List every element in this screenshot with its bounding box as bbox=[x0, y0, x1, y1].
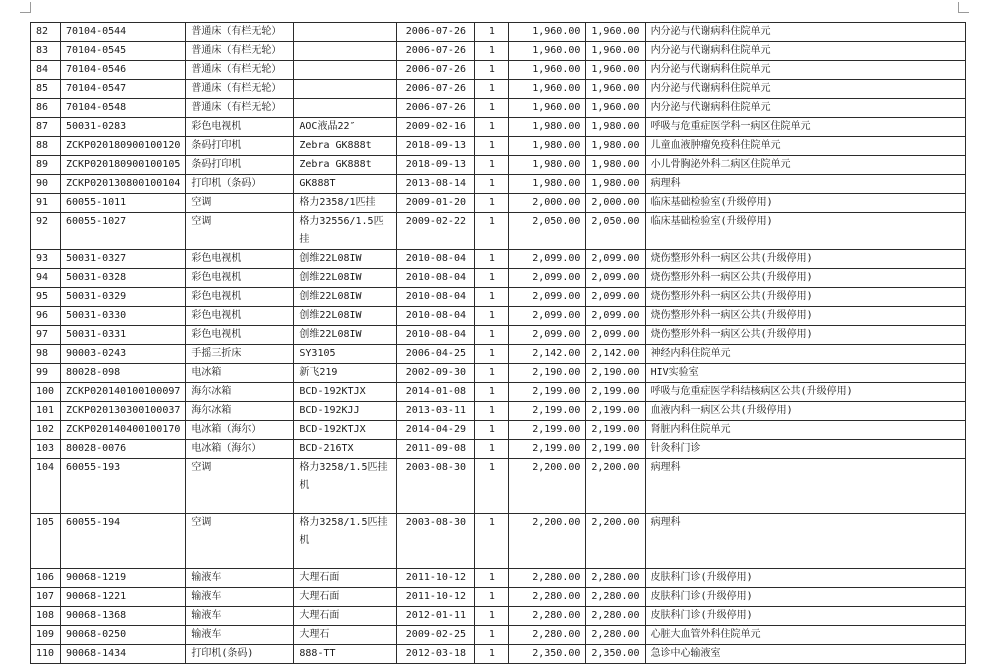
cell-code: 50031-0329 bbox=[61, 288, 186, 307]
cell-price: 1,960.00 bbox=[509, 61, 586, 80]
cell-dept: 皮肤科门诊(升级停用) bbox=[645, 588, 965, 607]
cell-code: ZCKP020140400100170 bbox=[61, 421, 186, 440]
cell-amount: 1,960.00 bbox=[586, 99, 645, 118]
cell-date: 2009-02-16 bbox=[397, 118, 475, 137]
asset-table bbox=[30, 22, 966, 664]
cell-name: 手摇三折床 bbox=[186, 345, 294, 364]
cell-qty: 1 bbox=[475, 645, 509, 664]
cell-qty: 1 bbox=[475, 626, 509, 645]
cell-model: 创维22L08IW bbox=[294, 326, 397, 345]
cell-no: 109 bbox=[31, 626, 61, 645]
cell-amount: 2,050.00 bbox=[586, 213, 645, 250]
cell-no: 92 bbox=[31, 213, 61, 250]
cell-date: 2003-08-30 bbox=[397, 514, 475, 569]
cell-dept: 内分泌与代谢病科住院单元 bbox=[645, 23, 965, 42]
cell-qty: 1 bbox=[475, 194, 509, 213]
cell-code: 60055-193 bbox=[61, 459, 186, 514]
cell-qty: 1 bbox=[475, 440, 509, 459]
table-row bbox=[31, 23, 966, 42]
cell-date: 2003-08-30 bbox=[397, 459, 475, 514]
cell-name: 电冰箱（海尔） bbox=[186, 421, 294, 440]
cell-code: 60055-1027 bbox=[61, 213, 186, 250]
cell-qty: 1 bbox=[475, 607, 509, 626]
cell-model: 格力3258/1.5匹挂机 bbox=[294, 514, 397, 569]
cell-code: 50031-0330 bbox=[61, 307, 186, 326]
cell-price: 2,280.00 bbox=[509, 626, 586, 645]
cell-name: 彩色电视机 bbox=[186, 118, 294, 137]
cell-qty: 1 bbox=[475, 118, 509, 137]
cell-name: 普通床（有栏无轮） bbox=[186, 80, 294, 99]
cell-date: 2010-08-04 bbox=[397, 307, 475, 326]
cell-model: Zebra GK888t bbox=[294, 137, 397, 156]
cell-code: ZCKP020180900100105 bbox=[61, 156, 186, 175]
table-row bbox=[31, 175, 966, 194]
cell-amount: 2,099.00 bbox=[586, 269, 645, 288]
table-row bbox=[31, 645, 966, 664]
cell-code: 90068-1434 bbox=[61, 645, 186, 664]
cell-qty: 1 bbox=[475, 364, 509, 383]
cell-name: 空调 bbox=[186, 194, 294, 213]
table-row bbox=[31, 440, 966, 459]
cell-name: 海尔冰箱 bbox=[186, 402, 294, 421]
cell-no: 108 bbox=[31, 607, 61, 626]
cell-code: ZCKP020130300100037 bbox=[61, 402, 186, 421]
cell-date: 2010-08-04 bbox=[397, 250, 475, 269]
cell-qty: 1 bbox=[475, 421, 509, 440]
cell-model bbox=[294, 23, 397, 42]
table-row bbox=[31, 588, 966, 607]
cell-code: 60055-1011 bbox=[61, 194, 186, 213]
table-body bbox=[31, 23, 966, 664]
cell-date: 2013-03-11 bbox=[397, 402, 475, 421]
cell-no: 84 bbox=[31, 61, 61, 80]
cell-no: 99 bbox=[31, 364, 61, 383]
cell-model: AOC液晶22″ bbox=[294, 118, 397, 137]
cell-amount: 1,960.00 bbox=[586, 80, 645, 99]
cell-no: 106 bbox=[31, 569, 61, 588]
cell-price: 2,200.00 bbox=[509, 459, 586, 514]
cell-no: 88 bbox=[31, 137, 61, 156]
cell-name: 输液车 bbox=[186, 626, 294, 645]
cell-dept: 神经内科住院单元 bbox=[645, 345, 965, 364]
cell-qty: 1 bbox=[475, 23, 509, 42]
cell-no: 104 bbox=[31, 459, 61, 514]
cell-date: 2018-09-13 bbox=[397, 156, 475, 175]
table-row bbox=[31, 383, 966, 402]
cell-dept: 内分泌与代谢病科住院单元 bbox=[645, 42, 965, 61]
cell-code: 90068-1368 bbox=[61, 607, 186, 626]
cell-name: 普通床（有栏无轮） bbox=[186, 23, 294, 42]
cell-qty: 1 bbox=[475, 307, 509, 326]
cell-dept: 皮肤科门诊(升级停用) bbox=[645, 607, 965, 626]
table-row bbox=[31, 118, 966, 137]
cell-amount: 2,280.00 bbox=[586, 588, 645, 607]
cell-dept: 血液内科一病区公共(升级停用) bbox=[645, 402, 965, 421]
cell-model: 新飞219 bbox=[294, 364, 397, 383]
cell-name: 彩色电视机 bbox=[186, 269, 294, 288]
cell-dept: 临床基础检验室(升级停用) bbox=[645, 194, 965, 213]
table-row bbox=[31, 459, 966, 514]
cell-model bbox=[294, 61, 397, 80]
cell-no: 107 bbox=[31, 588, 61, 607]
cell-dept: 内分泌与代谢病科住院单元 bbox=[645, 61, 965, 80]
cell-name: 普通床（有栏无轮） bbox=[186, 99, 294, 118]
cell-no: 86 bbox=[31, 99, 61, 118]
cell-date: 2006-04-25 bbox=[397, 345, 475, 364]
cell-name: 空调 bbox=[186, 514, 294, 569]
cell-price: 2,099.00 bbox=[509, 269, 586, 288]
cell-amount: 2,200.00 bbox=[586, 514, 645, 569]
cell-no: 100 bbox=[31, 383, 61, 402]
cell-code: ZCKP020180900100120 bbox=[61, 137, 186, 156]
cell-qty: 1 bbox=[475, 569, 509, 588]
table-row bbox=[31, 326, 966, 345]
cell-model: 创维22L08IW bbox=[294, 307, 397, 326]
table-row bbox=[31, 156, 966, 175]
cell-name: 彩色电视机 bbox=[186, 288, 294, 307]
cell-model: 888-TT bbox=[294, 645, 397, 664]
cell-model: 格力2358/1匹挂 bbox=[294, 194, 397, 213]
cell-dept: 呼吸与危重症医学科结核病区公共(升级停用) bbox=[645, 383, 965, 402]
cell-no: 96 bbox=[31, 307, 61, 326]
cell-no: 85 bbox=[31, 80, 61, 99]
cell-name: 打印机(条码) bbox=[186, 645, 294, 664]
cell-amount: 2,200.00 bbox=[586, 459, 645, 514]
cell-dept: 病理科 bbox=[645, 459, 965, 514]
table-row bbox=[31, 269, 966, 288]
cell-no: 103 bbox=[31, 440, 61, 459]
cell-qty: 1 bbox=[475, 269, 509, 288]
cell-price: 2,142.00 bbox=[509, 345, 586, 364]
cell-date: 2010-08-04 bbox=[397, 326, 475, 345]
cell-qty: 1 bbox=[475, 250, 509, 269]
cell-dept: HIV实验室 bbox=[645, 364, 965, 383]
cell-dept: 烧伤整形外科一病区公共(升级停用) bbox=[645, 307, 965, 326]
cell-model: SY3105 bbox=[294, 345, 397, 364]
cell-name: 电冰箱（海尔） bbox=[186, 440, 294, 459]
cell-no: 90 bbox=[31, 175, 61, 194]
cell-code: 90003-0243 bbox=[61, 345, 186, 364]
cell-price: 1,980.00 bbox=[509, 118, 586, 137]
cell-code: ZCKP020140100100097 bbox=[61, 383, 186, 402]
table-row bbox=[31, 364, 966, 383]
cell-name: 电冰箱 bbox=[186, 364, 294, 383]
table-row bbox=[31, 80, 966, 99]
cell-qty: 1 bbox=[475, 383, 509, 402]
cell-model bbox=[294, 80, 397, 99]
cell-name: 普通床（有栏无轮） bbox=[186, 42, 294, 61]
cell-no: 110 bbox=[31, 645, 61, 664]
table-row bbox=[31, 137, 966, 156]
table-row bbox=[31, 213, 966, 250]
table-row bbox=[31, 569, 966, 588]
cell-no: 98 bbox=[31, 345, 61, 364]
crop-mark-top-right bbox=[958, 2, 969, 13]
cell-no: 83 bbox=[31, 42, 61, 61]
table-row bbox=[31, 421, 966, 440]
cell-price: 2,350.00 bbox=[509, 645, 586, 664]
cell-no: 82 bbox=[31, 23, 61, 42]
cell-price: 2,200.00 bbox=[509, 514, 586, 569]
cell-qty: 1 bbox=[475, 288, 509, 307]
cell-code: 70104-0546 bbox=[61, 61, 186, 80]
cell-code: 70104-0548 bbox=[61, 99, 186, 118]
cell-code: 90068-1221 bbox=[61, 588, 186, 607]
cell-amount: 2,000.00 bbox=[586, 194, 645, 213]
cell-amount: 1,960.00 bbox=[586, 23, 645, 42]
cell-model: GK888T bbox=[294, 175, 397, 194]
cell-amount: 2,190.00 bbox=[586, 364, 645, 383]
cell-price: 2,000.00 bbox=[509, 194, 586, 213]
cell-qty: 1 bbox=[475, 175, 509, 194]
cell-qty: 1 bbox=[475, 61, 509, 80]
cell-date: 2006-07-26 bbox=[397, 42, 475, 61]
cell-name: 空调 bbox=[186, 213, 294, 250]
cell-dept: 皮肤科门诊(升级停用) bbox=[645, 569, 965, 588]
cell-dept: 烧伤整形外科一病区公共(升级停用) bbox=[645, 288, 965, 307]
cell-price: 1,980.00 bbox=[509, 156, 586, 175]
cell-amount: 2,099.00 bbox=[586, 288, 645, 307]
cell-no: 89 bbox=[31, 156, 61, 175]
cell-name: 海尔冰箱 bbox=[186, 383, 294, 402]
cell-model: BCD-216TX bbox=[294, 440, 397, 459]
table-row bbox=[31, 61, 966, 80]
cell-price: 2,280.00 bbox=[509, 569, 586, 588]
cell-amount: 1,980.00 bbox=[586, 118, 645, 137]
cell-no: 87 bbox=[31, 118, 61, 137]
cell-price: 1,980.00 bbox=[509, 137, 586, 156]
cell-amount: 2,199.00 bbox=[586, 440, 645, 459]
cell-model: 格力3258/1.5匹挂机 bbox=[294, 459, 397, 514]
cell-dept: 肾脏内科住院单元 bbox=[645, 421, 965, 440]
cell-dept: 内分泌与代谢病科住院单元 bbox=[645, 99, 965, 118]
cell-date: 2012-01-11 bbox=[397, 607, 475, 626]
cell-model: 大理石面 bbox=[294, 588, 397, 607]
cell-price: 1,960.00 bbox=[509, 99, 586, 118]
cell-date: 2009-01-20 bbox=[397, 194, 475, 213]
cell-code: 80028-098 bbox=[61, 364, 186, 383]
cell-date: 2006-07-26 bbox=[397, 99, 475, 118]
cell-amount: 2,142.00 bbox=[586, 345, 645, 364]
cell-amount: 2,099.00 bbox=[586, 250, 645, 269]
cell-model: 创维22L08IW bbox=[294, 269, 397, 288]
cell-name: 彩色电视机 bbox=[186, 326, 294, 345]
cell-name: 输液车 bbox=[186, 607, 294, 626]
cell-qty: 1 bbox=[475, 326, 509, 345]
cell-date: 2006-07-26 bbox=[397, 61, 475, 80]
cell-dept: 心脏大血管外科住院单元 bbox=[645, 626, 965, 645]
cell-dept: 烧伤整形外科一病区公共(升级停用) bbox=[645, 250, 965, 269]
table-row bbox=[31, 607, 966, 626]
cell-code: 70104-0544 bbox=[61, 23, 186, 42]
cell-no: 97 bbox=[31, 326, 61, 345]
cell-qty: 1 bbox=[475, 137, 509, 156]
cell-date: 2018-09-13 bbox=[397, 137, 475, 156]
cell-qty: 1 bbox=[475, 588, 509, 607]
cell-name: 条码打印机 bbox=[186, 137, 294, 156]
cell-qty: 1 bbox=[475, 156, 509, 175]
cell-model: 大理石面 bbox=[294, 569, 397, 588]
cell-dept: 烧伤整形外科一病区公共(升级停用) bbox=[645, 269, 965, 288]
cell-name: 打印机（条码） bbox=[186, 175, 294, 194]
cell-price: 1,960.00 bbox=[509, 80, 586, 99]
cell-dept: 急诊中心输液室 bbox=[645, 645, 965, 664]
cell-amount: 2,099.00 bbox=[586, 307, 645, 326]
cell-model: 创维22L08IW bbox=[294, 288, 397, 307]
cell-price: 1,960.00 bbox=[509, 42, 586, 61]
cell-amount: 1,960.00 bbox=[586, 42, 645, 61]
cell-code: 70104-0545 bbox=[61, 42, 186, 61]
table-row bbox=[31, 250, 966, 269]
cell-no: 94 bbox=[31, 269, 61, 288]
cell-price: 2,099.00 bbox=[509, 307, 586, 326]
cell-date: 2009-02-25 bbox=[397, 626, 475, 645]
crop-mark-top-left bbox=[20, 2, 31, 13]
cell-code: 50031-0328 bbox=[61, 269, 186, 288]
cell-amount: 2,280.00 bbox=[586, 569, 645, 588]
cell-no: 93 bbox=[31, 250, 61, 269]
cell-price: 2,280.00 bbox=[509, 588, 586, 607]
cell-amount: 2,280.00 bbox=[586, 626, 645, 645]
cell-dept: 小儿骨胸泌外科二病区住院单元 bbox=[645, 156, 965, 175]
cell-dept: 儿童血液肿瘤免疫科住院单元 bbox=[645, 137, 965, 156]
cell-model: 格力32556/1.5匹挂 bbox=[294, 213, 397, 250]
cell-code: 60055-194 bbox=[61, 514, 186, 569]
cell-date: 2014-01-08 bbox=[397, 383, 475, 402]
cell-amount: 2,199.00 bbox=[586, 421, 645, 440]
table-row bbox=[31, 42, 966, 61]
cell-price: 2,099.00 bbox=[509, 250, 586, 269]
cell-amount: 1,980.00 bbox=[586, 137, 645, 156]
cell-code: ZCKP020130800100104 bbox=[61, 175, 186, 194]
cell-amount: 1,980.00 bbox=[586, 175, 645, 194]
cell-amount: 2,199.00 bbox=[586, 383, 645, 402]
cell-dept: 针灸科门诊 bbox=[645, 440, 965, 459]
cell-amount: 2,099.00 bbox=[586, 326, 645, 345]
cell-amount: 2,350.00 bbox=[586, 645, 645, 664]
cell-model: BCD-192KTJX bbox=[294, 383, 397, 402]
cell-price: 2,199.00 bbox=[509, 402, 586, 421]
cell-price: 1,960.00 bbox=[509, 23, 586, 42]
cell-model: 大理石 bbox=[294, 626, 397, 645]
cell-name: 空调 bbox=[186, 459, 294, 514]
table-row bbox=[31, 194, 966, 213]
cell-price: 2,099.00 bbox=[509, 288, 586, 307]
table-row bbox=[31, 307, 966, 326]
cell-model: Zebra GK888t bbox=[294, 156, 397, 175]
cell-no: 105 bbox=[31, 514, 61, 569]
cell-code: 50031-0331 bbox=[61, 326, 186, 345]
cell-dept: 烧伤整形外科一病区公共(升级停用) bbox=[645, 326, 965, 345]
cell-code: 70104-0547 bbox=[61, 80, 186, 99]
cell-dept: 病理科 bbox=[645, 514, 965, 569]
cell-name: 彩色电视机 bbox=[186, 307, 294, 326]
cell-price: 2,280.00 bbox=[509, 607, 586, 626]
cell-name: 条码打印机 bbox=[186, 156, 294, 175]
table-row bbox=[31, 345, 966, 364]
cell-price: 2,050.00 bbox=[509, 213, 586, 250]
cell-qty: 1 bbox=[475, 99, 509, 118]
cell-date: 2011-10-12 bbox=[397, 588, 475, 607]
cell-name: 输液车 bbox=[186, 569, 294, 588]
cell-model: BCD-192KJJ bbox=[294, 402, 397, 421]
cell-dept: 内分泌与代谢病科住院单元 bbox=[645, 80, 965, 99]
cell-qty: 1 bbox=[475, 402, 509, 421]
cell-qty: 1 bbox=[475, 80, 509, 99]
cell-date: 2010-08-04 bbox=[397, 288, 475, 307]
cell-amount: 2,199.00 bbox=[586, 402, 645, 421]
cell-amount: 1,960.00 bbox=[586, 61, 645, 80]
cell-model: BCD-192KTJX bbox=[294, 421, 397, 440]
cell-date: 2013-08-14 bbox=[397, 175, 475, 194]
cell-date: 2012-03-18 bbox=[397, 645, 475, 664]
cell-date: 2006-07-26 bbox=[397, 80, 475, 99]
cell-qty: 1 bbox=[475, 345, 509, 364]
cell-code: 50031-0283 bbox=[61, 118, 186, 137]
cell-date: 2002-09-30 bbox=[397, 364, 475, 383]
cell-model bbox=[294, 99, 397, 118]
cell-no: 95 bbox=[31, 288, 61, 307]
cell-date: 2009-02-22 bbox=[397, 213, 475, 250]
cell-name: 普通床（有栏无轮） bbox=[186, 61, 294, 80]
cell-no: 102 bbox=[31, 421, 61, 440]
cell-amount: 2,280.00 bbox=[586, 607, 645, 626]
cell-price: 2,199.00 bbox=[509, 440, 586, 459]
cell-no: 91 bbox=[31, 194, 61, 213]
cell-model: 大理石面 bbox=[294, 607, 397, 626]
table-row bbox=[31, 514, 966, 569]
cell-qty: 1 bbox=[475, 459, 509, 514]
cell-date: 2011-10-12 bbox=[397, 569, 475, 588]
cell-date: 2010-08-04 bbox=[397, 269, 475, 288]
cell-code: 90068-1219 bbox=[61, 569, 186, 588]
cell-qty: 1 bbox=[475, 42, 509, 61]
cell-model: 创维22L08IW bbox=[294, 250, 397, 269]
cell-dept: 临床基础检验室(升级停用) bbox=[645, 213, 965, 250]
cell-model bbox=[294, 42, 397, 61]
cell-code: 50031-0327 bbox=[61, 250, 186, 269]
table-row bbox=[31, 99, 966, 118]
cell-name: 输液车 bbox=[186, 588, 294, 607]
table-row bbox=[31, 288, 966, 307]
table-row bbox=[31, 626, 966, 645]
cell-code: 80028-0076 bbox=[61, 440, 186, 459]
cell-price: 1,980.00 bbox=[509, 175, 586, 194]
cell-qty: 1 bbox=[475, 213, 509, 250]
cell-dept: 呼吸与危重症医学科一病区住院单元 bbox=[645, 118, 965, 137]
cell-price: 2,190.00 bbox=[509, 364, 586, 383]
cell-date: 2006-07-26 bbox=[397, 23, 475, 42]
cell-dept: 病理科 bbox=[645, 175, 965, 194]
cell-name: 彩色电视机 bbox=[186, 250, 294, 269]
cell-price: 2,199.00 bbox=[509, 421, 586, 440]
cell-date: 2014-04-29 bbox=[397, 421, 475, 440]
cell-price: 2,099.00 bbox=[509, 326, 586, 345]
table-row bbox=[31, 402, 966, 421]
cell-no: 101 bbox=[31, 402, 61, 421]
cell-code: 90068-0250 bbox=[61, 626, 186, 645]
cell-amount: 1,980.00 bbox=[586, 156, 645, 175]
cell-qty: 1 bbox=[475, 514, 509, 569]
cell-price: 2,199.00 bbox=[509, 383, 586, 402]
cell-date: 2011-09-08 bbox=[397, 440, 475, 459]
